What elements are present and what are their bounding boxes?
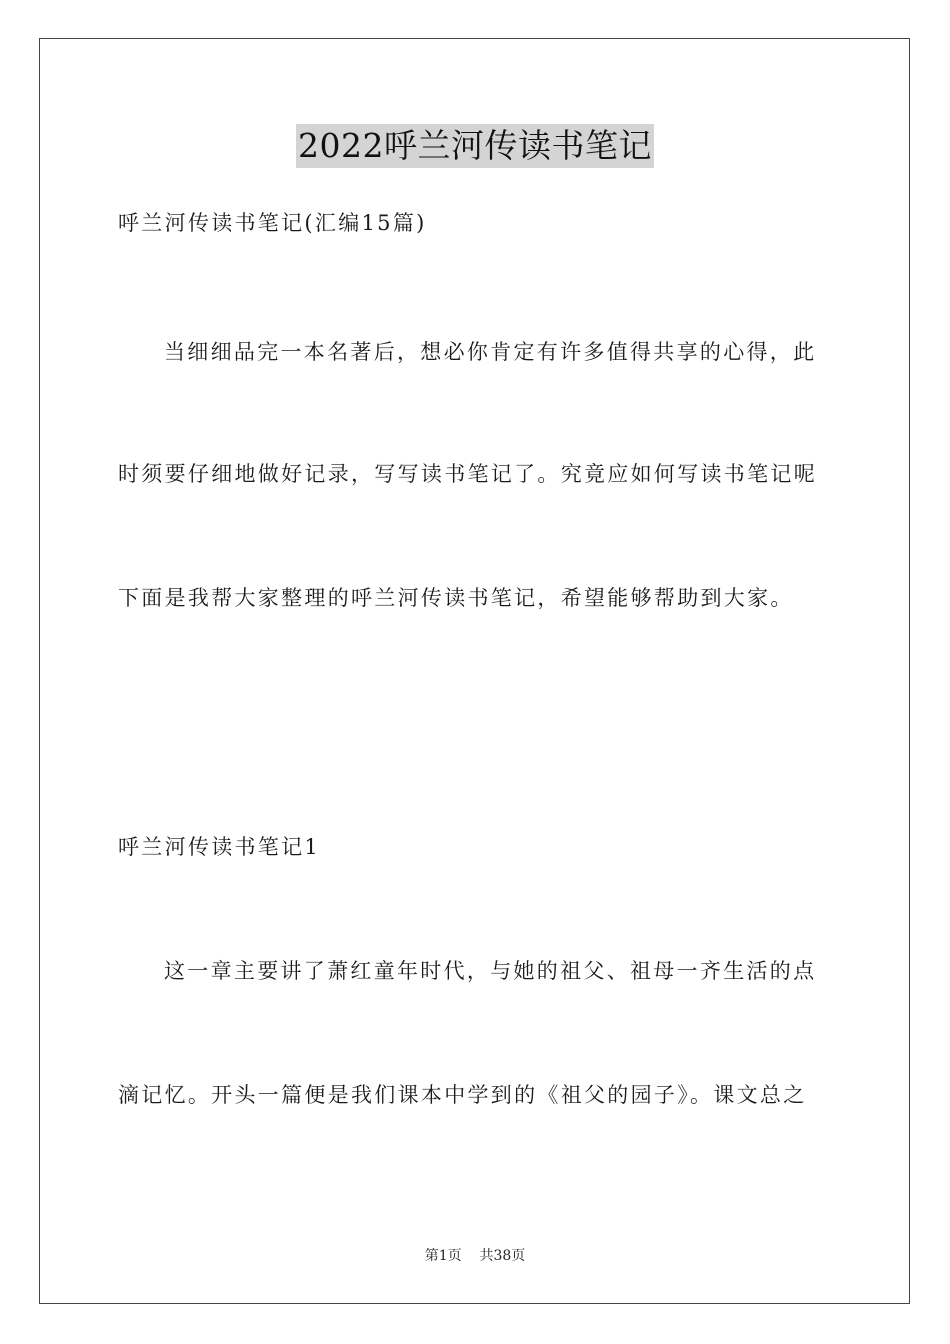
page-footer: 第1页 共38页 <box>424 1248 526 1264</box>
intro-line-3: 下面是我帮大家整理的呼兰河传读书笔记，希望能够帮助到大家。 <box>118 586 794 610</box>
section-line-1: 这一章主要讲了萧红童年时代，与她的祖父、祖母一齐生活的点 <box>164 959 817 983</box>
document-subtitle: 呼兰河传读书笔记(汇编15篇) <box>118 211 427 235</box>
intro-line-2: 时须要仔细地做好记录，写写读书笔记了。究竟应如何写读书笔记呢 <box>118 462 817 486</box>
section-line-2: 滴记忆。开头一篇便是我们课本中学到的《祖父的园子》。课文总之 <box>118 1083 807 1107</box>
intro-line-1: 当细细品完一本名著后，想必你肯定有许多值得共享的心得，此 <box>164 340 817 364</box>
section-heading: 呼兰河传读书笔记1 <box>118 835 321 859</box>
title-container <box>0 124 950 168</box>
document-title: 2022呼兰河传读书笔记 <box>296 124 654 168</box>
